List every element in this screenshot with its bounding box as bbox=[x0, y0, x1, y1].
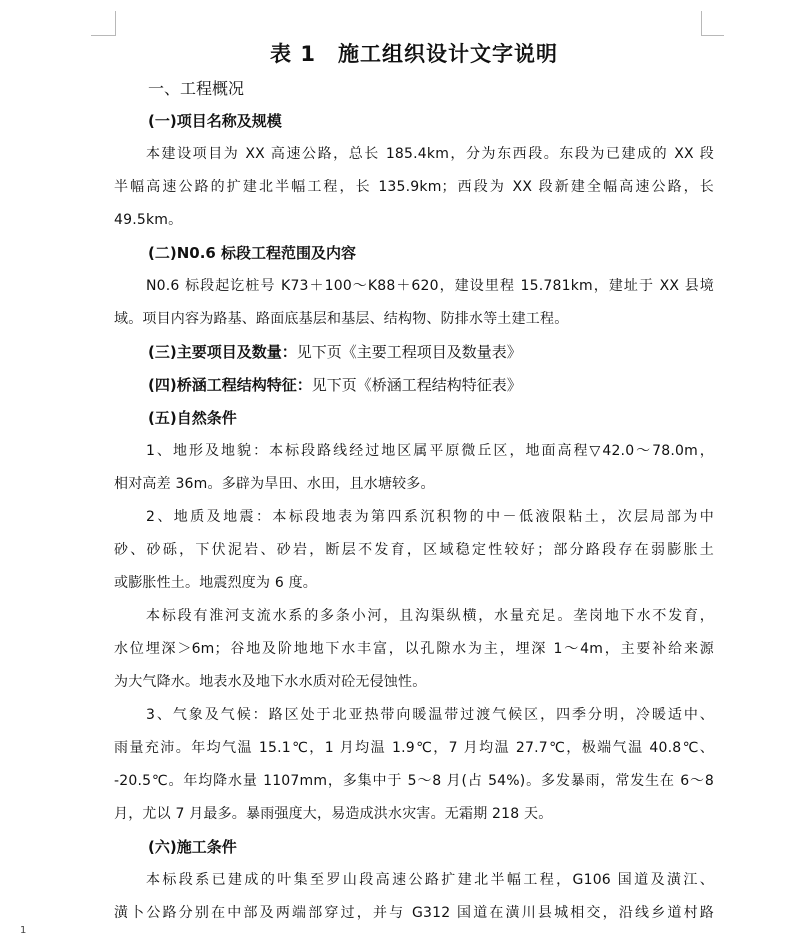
paragraph-section-scope bbox=[114, 270, 714, 336]
subsection-heading-2: (二)N0.6 标段工程范围及内容 bbox=[148, 244, 357, 262]
crop-mark-top-right bbox=[701, 11, 724, 36]
text-line: 域。项目内容为路基、路面底基层和基层、结构物、防排水等土建工程。 bbox=[114, 311, 569, 327]
text-line: 雨量充沛。年均气温 15.1℃，1 月均温 1.9℃，7 月均温 27.7℃，极端气温 40.8℃、 bbox=[114, 740, 714, 756]
paragraph-hydrology bbox=[114, 600, 714, 699]
section-heading-overview: 一、工程概况 bbox=[148, 79, 245, 98]
text-line: N0.6 标段起讫桩号 K73＋100～K88＋620，建设里程 15.781km，建址于 XX 县境 bbox=[146, 278, 714, 294]
text-line: 3、气象及气候：路区处于北亚热带向暖温带过渡气候区，四季分明，冷暖适中、 bbox=[146, 707, 714, 723]
subsection-heading-4 bbox=[114, 369, 714, 402]
subsection-heading-4-tail: 见下页《桥涵工程结构特征表》 bbox=[311, 376, 522, 394]
text-line: 相对高差 36m。多辟为旱田、水田，且水塘较多。 bbox=[114, 476, 435, 492]
text-line: 本标段有淮河支流水系的多条小河，且沟渠纵横，水量充足。垄岗地下水不发育， bbox=[146, 608, 714, 624]
subsection-heading-3 bbox=[114, 336, 714, 369]
subsection-heading-1: (一)项目名称及规模 bbox=[148, 112, 282, 130]
paragraph-project-scale bbox=[114, 138, 714, 237]
text-line: 潢卜公路分别在中部及两端部穿过，并与 G312 国道在潢川县城相交，沿线乡道村路 bbox=[114, 905, 714, 921]
text-line: 本标段系已建成的叶集至罗山段高速公路扩建北半幅工程，G106 国道及潢江、 bbox=[146, 872, 714, 888]
text-line: 或膨胀性土。地震烈度为 6 度。 bbox=[114, 575, 318, 591]
title-text: 施工组织设计文字说明 bbox=[337, 42, 558, 66]
subsection-heading-3-tail: 见下页《主要工程项目及数量表》 bbox=[296, 343, 522, 361]
page-number: 1 bbox=[20, 925, 27, 936]
text-line: 月，尤以 7 月最多。暴雨强度大，易造成洪水灾害。无霜期 218 天。 bbox=[114, 806, 553, 822]
title-number: 表 1 bbox=[270, 42, 316, 66]
paragraph-construction-conditions bbox=[114, 864, 714, 930]
document-body bbox=[114, 36, 714, 930]
text-line: 为大气降水。地表水及地下水水质对砼无侵蚀性。 bbox=[114, 674, 427, 690]
crop-mark-top-left bbox=[91, 11, 116, 36]
text-line: 本建设项目为 XX 高速公路，总长 185.4km，分为东西段。东段为已建成的 XX 段 bbox=[146, 146, 714, 162]
paragraph-terrain bbox=[114, 435, 714, 501]
text-line: 1、地形及地貌：本标段路线经过地区属平原微丘区，地面高程▽42.0～78.0m， bbox=[146, 443, 714, 459]
document-title bbox=[114, 36, 714, 72]
text-line: 49.5km。 bbox=[114, 212, 183, 228]
text-line: 水位埋深＞6m；谷地及阶地地下水丰富，以孔隙水为主，埋深 1～4m，主要补给来源 bbox=[114, 641, 714, 657]
paragraph-climate bbox=[114, 699, 714, 831]
subsection-heading-5: (五)自然条件 bbox=[148, 409, 237, 427]
text-line: 2、地质及地震：本标段地表为第四系沉积物的中－低液限粘土，次层局部为中 bbox=[146, 509, 714, 525]
text-line: 砂、砂砾，下伏泥岩、砂岩，断层不发育，区域稳定性较好；部分路段存在弱膨胀土 bbox=[114, 542, 714, 558]
text-line: -20.5℃。年均降水量 1107mm，多集中于 5～8 月(占 54%)。多发暴雨，常发生在 6～8 bbox=[114, 773, 714, 789]
text-line: 半幅高速公路的扩建北半幅工程，长 135.9km；西段为 XX 段新建全幅高速公路，长 bbox=[114, 179, 714, 195]
paragraph-geology bbox=[114, 501, 714, 600]
subsection-heading-6: (六)施工条件 bbox=[148, 838, 237, 856]
subsection-heading-4-label: (四)桥涵工程结构特征： bbox=[148, 376, 312, 394]
subsection-heading-3-label: (三)主要项目及数量： bbox=[148, 343, 297, 361]
